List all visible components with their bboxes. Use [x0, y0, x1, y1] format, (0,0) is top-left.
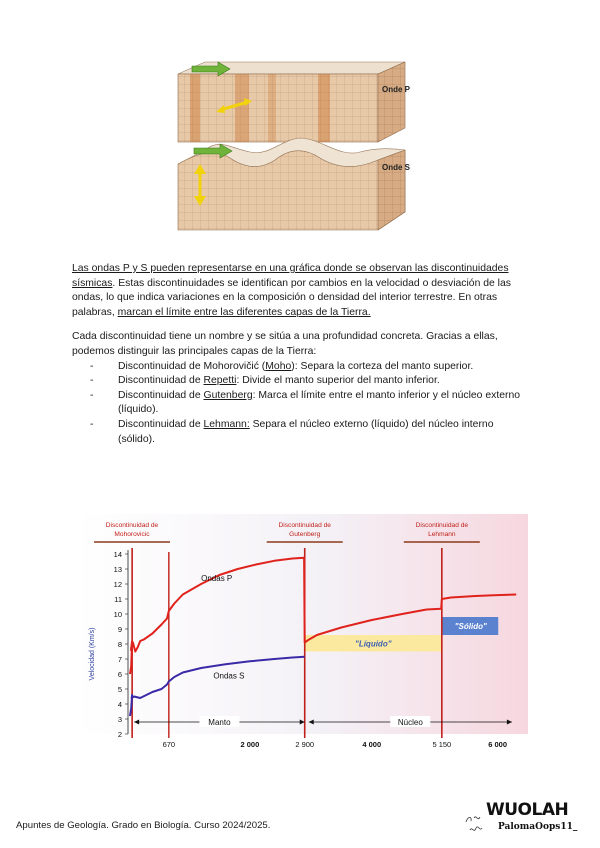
y-tick-label: 11	[114, 595, 122, 604]
layer-boundary-emphasis: marcan el límite entre las diferentes capas de la Tierra.	[117, 306, 371, 318]
state-label: "Sólido"	[454, 622, 487, 631]
y-tick-label: 6	[117, 670, 122, 679]
list-item: - Discontinuidad de Gutenberg: Marca el límite entre el manto inferior y el núcleo externo (líquido).	[72, 389, 532, 418]
y-tick-label: 2	[117, 730, 122, 739]
discontinuities-intro-underlined: Las ondas P y S pueden representarse en una gráfica donde se observan las discontinuidades sísmicas	[72, 263, 509, 289]
s-wave-block	[178, 138, 405, 230]
y-tick-label: 5	[117, 685, 122, 694]
state-label: "Líquido"	[355, 639, 392, 649]
discontinuity-label: Discontinuidad de	[415, 522, 469, 529]
wuolah-username: PalomaOops11_	[498, 822, 578, 832]
onde-s-label: Onde S	[382, 163, 411, 172]
y-tick-label: 12	[113, 580, 122, 589]
discontinuity-list	[72, 360, 532, 448]
zone-label: Manto	[208, 718, 231, 727]
p-wave-block	[178, 62, 405, 142]
x-tick-label: 5 150	[432, 740, 452, 749]
series-label-ondas-p: Ondas P	[201, 574, 233, 583]
y-tick-label: 3	[117, 715, 122, 724]
discontinuity-label: Lehmann	[428, 531, 456, 538]
seismic-velocity-chart	[70, 512, 530, 757]
discontinuity-label: Discontinuidad de	[105, 522, 159, 529]
paragraph-intro	[72, 262, 532, 320]
list-item: - Discontinuidad de Lehmann: Separa el núcleo externo (líquido) del núcleo interno (sólido).	[72, 418, 532, 447]
wuolah-logo: WUOLAH	[486, 800, 569, 820]
y-tick-label: 4	[117, 700, 122, 709]
y-tick-label: 14	[113, 550, 122, 559]
paragraph-layers: Cada discontinuidad tiene un nombre y se sitúa a una profundidad concreta. Gracias a ellas, podemos distinguir las principales capas de la Tierra:	[72, 331, 498, 357]
onde-p-label: Onde P	[382, 85, 411, 94]
x-tick-label: 6 000	[488, 740, 508, 749]
y-tick-label: 8	[117, 640, 122, 649]
list-item: - Discontinuidad de Mohorovičić (Moho): Separa la corteza del manto superior.	[72, 360, 532, 375]
seismic-waves-illustration	[160, 52, 430, 242]
x-tick-label: 4 000	[362, 740, 382, 749]
y-axis-label: Velocidad (Km/s)	[89, 627, 96, 681]
zone-label: Núcleo	[397, 718, 423, 727]
discontinuity-label: Mohorovicic	[114, 531, 150, 538]
discontinuity-label: Gutenberg	[289, 531, 321, 538]
x-tick-label: 670	[162, 740, 176, 749]
discontinuities-explanation: . Estas discontinuidades se identifican por cambios en la velocidad o desviación de las ondas, lo que indica variaciones en la composición o densidad del interior terrestre. En otras palabras,	[72, 277, 511, 318]
footer-course-text: Apuntes de Geología. Grado en Biología. Curso 2024/2025.	[16, 820, 271, 831]
x-tick-label: 2 900	[295, 740, 315, 749]
list-item: - Discontinuidad de Repetti: Divide el manto superior del manto inferior.	[72, 374, 532, 389]
body-text	[72, 262, 532, 447]
y-tick-label: 9	[117, 625, 122, 634]
y-tick-label: 13	[113, 565, 122, 574]
discontinuity-label: Discontinuidad de	[278, 522, 331, 529]
x-tick-label: 2 000	[240, 740, 260, 749]
y-tick-label: 7	[117, 655, 122, 664]
y-tick-label: 10	[113, 610, 122, 619]
series-label-ondas-s: Ondas S	[213, 671, 245, 681]
